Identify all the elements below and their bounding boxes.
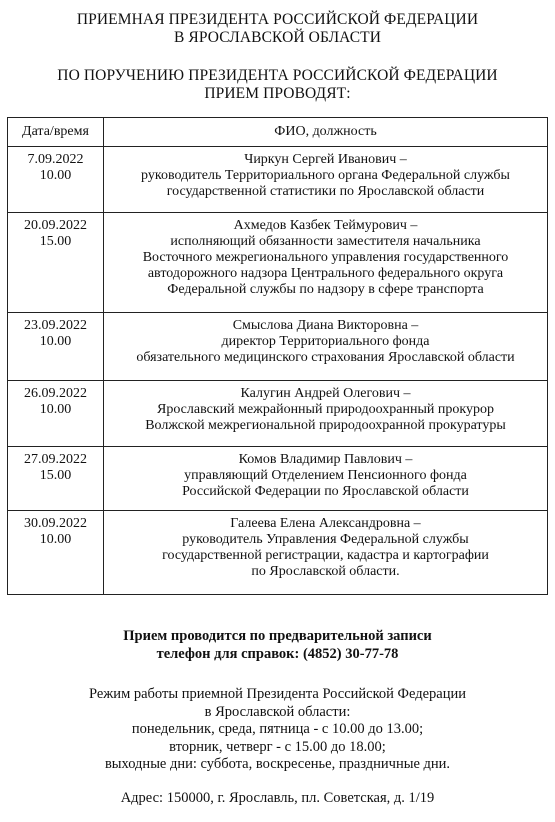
date: 7.09.2022 (27, 152, 84, 167)
time: 10.00 (39, 168, 72, 183)
address-line: Адрес: 150000, г. Ярославль, пл. Советская, д. 1/19 (120, 790, 435, 806)
official-position: управляющий Отделением Пенсионного фонда (184, 468, 467, 483)
official-position: автодорожного надзора Центрального федерального округа (147, 266, 504, 281)
official-name: Ахмедов Казбек Теймурович – (233, 218, 418, 233)
official-position: Федеральной службы по надзору в сфере транспорта (167, 282, 484, 297)
official-name: Смыслова Диана Викторовна – (232, 318, 419, 333)
working-hours-mon-wed-fri: понедельник, среда, пятница - с 10.00 до 13.00; (131, 721, 424, 737)
table-row (8, 313, 548, 381)
official-name: Галеева Елена Александровна – (230, 516, 421, 531)
official-position: Российской Федерации по Ярославской области (182, 484, 469, 499)
official-position: руководитель Управления Федеральной службы (182, 532, 469, 547)
working-hours-tue-thu: вторник, четверг - с 15.00 до 18.00; (169, 738, 386, 755)
time: 10.00 (39, 532, 72, 547)
date-time-cell (8, 213, 104, 313)
date: 23.09.2022 (24, 318, 87, 333)
date: 20.09.2022 (24, 218, 87, 233)
time: 10.00 (39, 402, 72, 417)
fio-cell (104, 447, 548, 511)
official-position: по Ярославской области. (251, 564, 400, 579)
official-name: Калугин Андрей Олегович – (240, 386, 411, 401)
schedule-heading-line-1: ПО ПОРУЧЕНИЮ ПРЕЗИДЕНТА РОССИЙСКОЙ ФЕДЕРАЦИИ (57, 67, 498, 84)
date-time-cell (8, 511, 104, 595)
official-position: директор Территориального фонда (221, 334, 430, 349)
time: 10.00 (39, 334, 72, 349)
table-row (8, 381, 548, 447)
official-position: Восточного межрегионального управления государственного (142, 250, 509, 265)
table-row (8, 447, 548, 511)
date-time-cell (8, 313, 104, 381)
time: 15.00 (39, 234, 72, 249)
date: 27.09.2022 (24, 452, 87, 467)
appointment-note-line-1: Прием проводится по предварительной записи (123, 628, 432, 644)
schedule-table (7, 117, 548, 595)
reception-title-line-1: ПРИЕМНАЯ ПРЕЗИДЕНТА РОССИЙСКОЙ ФЕДЕРАЦИИ (76, 11, 479, 28)
official-name: Комов Владимир Павлович – (238, 452, 413, 467)
table-header-row (8, 118, 548, 147)
fio-cell (104, 511, 548, 595)
table-row (8, 511, 548, 595)
date-time-cell (8, 147, 104, 213)
official-name: Чиркун Сергей Иванович – (244, 152, 407, 167)
fio-cell (104, 381, 548, 447)
date-time-cell (8, 381, 104, 447)
official-position: исполняющий обязанности заместителя начальника (170, 234, 481, 249)
column-header-date: Дата/время (8, 118, 104, 147)
official-position: обязательного медицинского страхования Ярославской области (136, 350, 515, 365)
official-position: Волжской межрегиональной природоохранной прокуратуры (145, 418, 506, 433)
phone-line: телефон для справок: (4852) 30-77-78 (156, 645, 399, 662)
working-hours-days-off: выходные дни: суббота, воскресенье, праздничные дни. (104, 756, 451, 772)
official-position: руководитель Территориального органа Федеральной службы (141, 168, 510, 183)
official-position: государственной статистики по Ярославской области (166, 184, 485, 199)
working-hours-region: в Ярославской области: (204, 703, 351, 720)
date: 26.09.2022 (24, 386, 87, 401)
fio-cell (104, 213, 548, 313)
official-position: государственной регистрации, кадастра и картографии (162, 548, 489, 563)
table-row (8, 147, 548, 213)
schedule-heading-line-2: ПРИЕМ ПРОВОДЯТ: (204, 85, 351, 102)
reception-title-line-2: В ЯРОСЛАВСКОЙ ОБЛАСТИ (173, 29, 382, 46)
date: 30.09.2022 (24, 516, 87, 531)
time: 15.00 (39, 468, 72, 483)
reception-title (0, 11, 555, 47)
fio-cell (104, 147, 548, 213)
working-hours-title: Режим работы приемной Президента Российской Федерации (88, 686, 467, 702)
official-position: Ярославский межрайонный природоохранный прокурор (156, 402, 494, 417)
date-time-cell (8, 447, 104, 511)
table-row (8, 213, 548, 313)
appointment-note (0, 628, 555, 663)
schedule-heading (0, 67, 555, 103)
fio-cell (104, 313, 548, 381)
column-header-fio: ФИО, должность (104, 118, 548, 147)
working-hours (0, 686, 555, 774)
address (0, 790, 555, 808)
